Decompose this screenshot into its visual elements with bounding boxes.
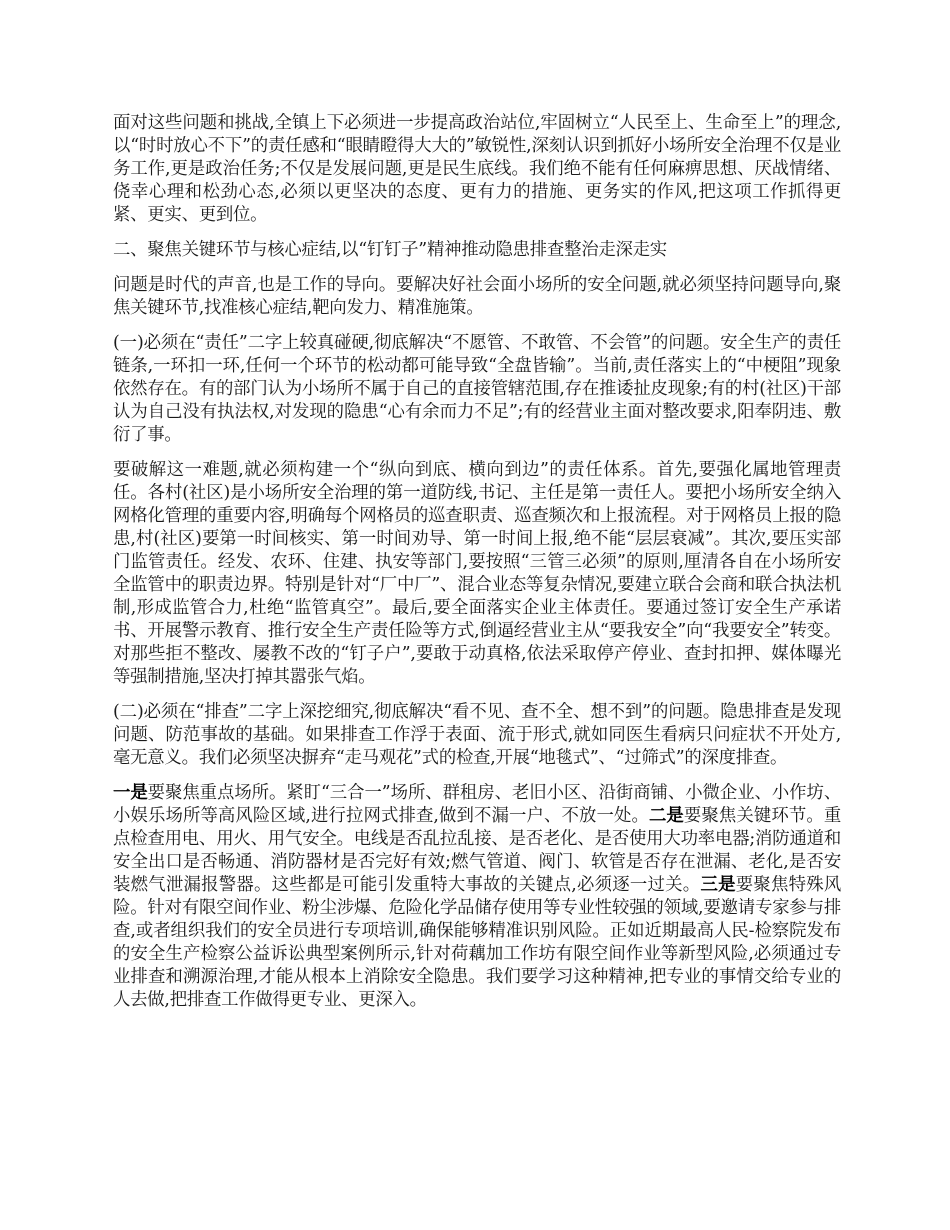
paragraph-focus-points xyxy=(113,782,841,1012)
point-1-text: 要聚焦重点场所。紧盯“三合一”场所、群租房、老旧小区、沿街商铺、小微企业、小作坊、小娱乐场所等高风险区域,进行拉网式排查,做到不漏一户、不放一处。 xyxy=(113,783,841,826)
point-2-text: 要聚焦关键环节。重点检查用电、用火、用气安全。电线是否乱拉乱接、是否老化、是否使用大功率电器;消防通道和安全出口是否畅通、消防器材是否完好有效;燃气管道、阀门、软管是否存在泄漏、老化,是否安装燃气泄漏报警器。这些都是可能引发重特大事故的关键点,必须逐一过关。 xyxy=(113,806,841,895)
paragraph-inspection: (二)必须在“排查”二字上深挖细究,彻底解决“看不见、查不全、想不到”的问题。隐患排查是发现问题、防范事故的基础。如果排查工作浮于表面、流于形式,就如同医生看病只问症状不开处方,毫无意义。我们必须坚决摒弃“走马观花”式的检查,开展“地毯式”、“过筛式”的深度排查。 xyxy=(113,702,841,768)
point-3-label: 三是 xyxy=(700,875,736,895)
paragraph-responsibility-system: 要破解这一难题,就必须构建一个“纵向到底、横向到边”的责任体系。首先,要强化属地管理责任。各村(社区)是小场所安全治理的第一道防线,书记、主任是第一责任人。要把小场所安全纳入网格化管理的重要内容,明确每个网格员的巡查职责、巡查频次和上报流程。对于网格员上报的隐患,村(社区)要第一时间核实、第一时间劝导、第一时间上报,绝不能“层层衰减”。其次,要压实部门监管责任。经发、农环、住建、执安等部门,要按照“三管三必须”的原则,厘清各自在小场所安全监管中的职责边界。特别是针对“厂中厂”、混合业态等复杂情况,要建立联合会商和联合执法机制,形成监管合力,杜绝“监管真空”。最后,要全面落实企业主体责任。要通过签订安全生产承诺书、开展警示教育、推行安全生产责任险等方式,倒逼经营业主从“要我安全”向“我要安全”转变。对那些拒不整改、屡教不改的“钉子户”,要敢于动真格,依法采取停产停业、查封扣押、媒体曝光等强制措施,坚决打掉其嚣张气焰。 xyxy=(113,460,841,687)
point-2-label: 二是 xyxy=(648,806,684,826)
point-3-text: 要聚焦特殊风险。针对有限空间作业、粉尘涉爆、危险化学品储存使用等专业性较强的领域,要邀请专家参与排查,或者组织我们的安全员进行专项培训,确保能够精准识别风险。正如近期最高人民-检察院发布的安全生产检察公益诉讼典型案例所示,针对荷藕加工作坊有限空间作业等新型风险,必须通过专业排查和溯源治理,才能从根本上消除安全隐患。我们要学习这种精神,把专业的事情交给专业的人去做,把排查工作做得更专业、更深入。 xyxy=(113,875,841,1010)
paragraph-problem-orientation: 问题是时代的声音,也是工作的导向。要解决好社会面小场所的安全问题,就必须坚持问题导向,聚焦关键环节,找准核心症结,靶向发力、精准施策。 xyxy=(113,275,841,318)
paragraph-responsibility: (一)必须在“责任”二字上较真碰硬,彻底解决“不愿管、不敢管、不会管”的问题。安全生产的责任链条,一环扣一环,任何一个环节的松动都可能导致“全盘皆输”。当前,责任落实上的“中梗阻”现象依然存在。有的部门认为小场所不属于自己的直接管辖范围,存在推诿扯皮现象;有的村(社区)干部认为自己没有执法权,对发现的隐患“心有余而力不足”;有的经营业主面对整改要求,阳奉阴违、敷衍了事。 xyxy=(113,333,841,445)
document-page xyxy=(113,112,841,1024)
paragraph-intro: 面对这些问题和挑战,全镇上下必须进一步提高政治站位,牢固树立“人民至上、生命至上”的理念,以“时时放心不下”的责任感和“眼睛瞪得大大的”敏锐性,深刻认识到抓好小场所安全治理不仅是业务工作,更是政治任务;不仅是发展问题,更是民生底线。我们绝不能有任何麻痹思想、厌战情绪、侥幸心理和松劲心态,必须以更坚决的态度、更有力的措施、更务实的作风,把这项工作抓得更紧、更实、更到位。 xyxy=(113,113,841,225)
point-1-label: 一是 xyxy=(113,783,148,803)
section-heading-2: 二、聚焦关键环节与核心症结,以“钉钉子”精神推动隐患排查整治走深走实 xyxy=(113,240,667,260)
